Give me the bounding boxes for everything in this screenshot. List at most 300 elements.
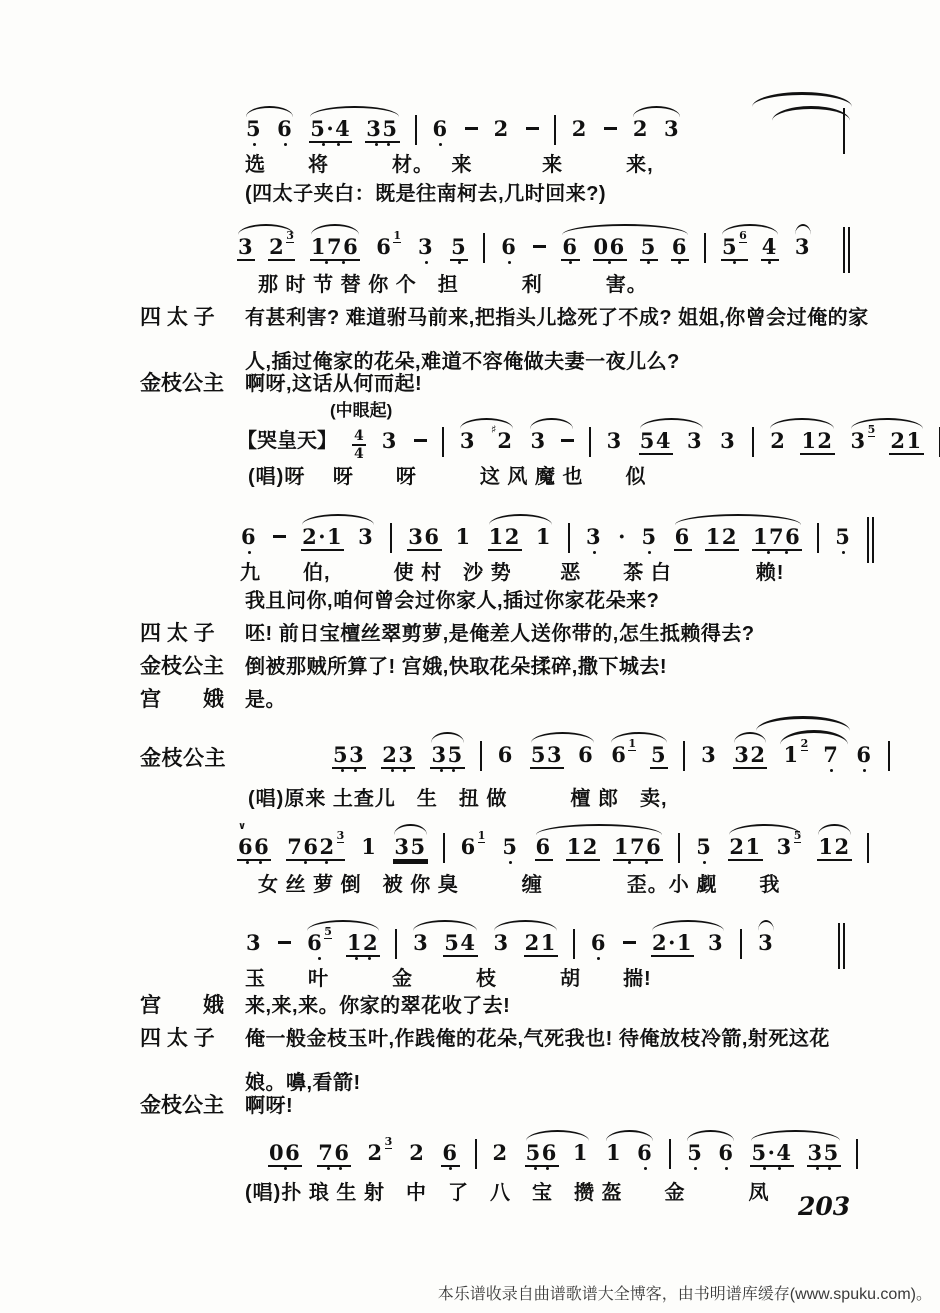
octave-dots xyxy=(240,551,258,554)
tempo-note: (中眼起) xyxy=(330,401,393,420)
note-digits: 6 xyxy=(501,234,518,259)
note-digits: 54 xyxy=(639,428,672,453)
note-group xyxy=(407,526,472,551)
octave-dot xyxy=(248,551,251,554)
note-digits: 5 xyxy=(246,116,263,141)
barline xyxy=(683,741,685,771)
octave-dots xyxy=(834,551,852,554)
note xyxy=(733,744,767,769)
note-group xyxy=(750,1142,840,1167)
octave-dots xyxy=(365,143,399,146)
note xyxy=(237,236,255,261)
octave-dots xyxy=(671,261,689,264)
note xyxy=(640,526,658,549)
note xyxy=(817,836,851,861)
octave-dot xyxy=(304,861,307,864)
note xyxy=(610,737,637,767)
grace-note: 3 xyxy=(336,829,345,842)
octave-dot xyxy=(458,261,461,264)
barline xyxy=(704,233,706,263)
note xyxy=(639,430,673,455)
note-digits: 2 xyxy=(571,116,588,141)
octave-dot xyxy=(828,1167,831,1170)
note-group xyxy=(245,118,294,141)
octave-dots xyxy=(268,1167,302,1170)
octave-dots xyxy=(640,551,658,554)
half-note-dash xyxy=(273,535,286,538)
role-label: 宫 娥 xyxy=(140,994,224,1017)
note xyxy=(822,744,840,767)
lyrics-line: 选 将 材。 来 来 来, xyxy=(245,154,654,176)
note xyxy=(332,744,366,769)
note-group xyxy=(721,229,779,261)
accent-mark: ∨ xyxy=(238,821,247,832)
lyrics-line: (唱)呀 呀 呀 这 风 魔 也 似 xyxy=(248,466,647,488)
dialog-text: 啊呀! xyxy=(245,1095,294,1117)
note-digits: 2 xyxy=(493,116,510,141)
note-digits: 1 xyxy=(783,742,800,767)
octave-dots xyxy=(500,261,518,264)
note-digits: 5 xyxy=(502,834,519,859)
note-digits: 56 xyxy=(525,1140,558,1165)
octave-dot xyxy=(449,1167,452,1170)
grace-note: 2 xyxy=(800,737,809,750)
note xyxy=(663,118,681,141)
note-digits: 6 xyxy=(376,234,393,259)
half-note-dash xyxy=(465,127,478,130)
note xyxy=(493,932,511,955)
note-digits: 176 xyxy=(752,524,802,549)
note xyxy=(850,423,877,453)
note xyxy=(500,236,518,259)
octave-dot xyxy=(368,957,371,960)
note-digits: 4 xyxy=(761,234,778,259)
note-digits: 3 xyxy=(776,834,793,859)
note xyxy=(561,236,579,261)
note-group xyxy=(310,236,360,261)
note-group xyxy=(237,821,271,861)
barline xyxy=(443,833,445,863)
note xyxy=(455,526,473,549)
note xyxy=(535,526,553,549)
barline xyxy=(442,427,444,457)
note xyxy=(719,430,737,453)
octave-dot xyxy=(341,769,344,772)
octave-dot xyxy=(842,551,845,554)
note-group xyxy=(733,744,767,769)
double-barline xyxy=(843,227,850,273)
note-digits: 6 xyxy=(856,742,873,767)
note-digits: 2 xyxy=(409,1140,426,1165)
barline xyxy=(568,523,570,553)
note xyxy=(317,1142,351,1167)
note-group xyxy=(817,836,851,861)
octave-dot xyxy=(628,861,631,864)
note-digits: 6 xyxy=(718,1140,735,1165)
music-system xyxy=(332,737,890,771)
note-digits: 6 xyxy=(277,116,294,141)
octave-dot xyxy=(355,957,358,960)
note-digits: 2·1 xyxy=(302,524,344,549)
octave-dot xyxy=(322,143,325,146)
note xyxy=(686,430,704,453)
note-group xyxy=(850,423,924,455)
barline xyxy=(554,115,556,145)
octave-dots xyxy=(309,143,352,146)
octave-dot xyxy=(415,861,418,864)
octave-dots xyxy=(636,1167,654,1170)
barline xyxy=(867,517,869,563)
time-sig-numerator: 4 xyxy=(352,428,366,446)
note xyxy=(492,1142,510,1165)
octave-dot xyxy=(387,143,390,146)
octave-dots xyxy=(432,143,450,146)
note-digits: 23 xyxy=(382,742,415,767)
grace-note: 5 xyxy=(324,925,332,938)
note-digits: 1 xyxy=(605,1140,623,1165)
note-digits: 12 xyxy=(566,834,599,859)
barline xyxy=(872,517,874,563)
footer-credit: 本乐谱收录自曲谱歌谱大全博客，由书明谱库缓存(www.spuku.com)。 xyxy=(437,1286,932,1303)
dialog-row xyxy=(140,362,870,406)
octave-dots xyxy=(561,261,579,264)
note-digits: 176 xyxy=(613,834,663,859)
note xyxy=(650,744,668,769)
note-group xyxy=(535,836,664,861)
note-group xyxy=(309,118,399,143)
stage-direction: (四太子夹白：既是往南柯去,几时回来?) xyxy=(245,183,607,205)
note-digits: 2 xyxy=(770,428,787,453)
octave-dot xyxy=(546,1167,549,1170)
note-digits: 3 xyxy=(413,930,430,955)
barline xyxy=(669,1139,671,1169)
octave-dot xyxy=(337,143,340,146)
note-digits: 3 xyxy=(381,428,398,453)
octave-dot xyxy=(439,143,442,146)
note xyxy=(525,1142,559,1167)
note-digits: 5 xyxy=(640,234,657,259)
octave-dot xyxy=(733,261,736,264)
octave-dot xyxy=(391,769,394,772)
note-digits: 6 xyxy=(535,834,552,859)
octave-dots xyxy=(822,769,840,772)
octave-dots xyxy=(310,261,360,264)
note xyxy=(707,932,725,955)
octave-dots xyxy=(640,261,658,264)
page-number: 203 xyxy=(798,1192,851,1221)
music-system xyxy=(268,1135,858,1169)
note-digits: 5·4 xyxy=(751,1140,793,1165)
note xyxy=(301,526,344,551)
note-digits: 6 xyxy=(497,742,514,767)
barline xyxy=(848,227,850,273)
octave-dot xyxy=(768,261,771,264)
note-digits: 6 xyxy=(562,234,579,259)
role-label: 宫 娥 xyxy=(140,688,224,711)
half-note-dash xyxy=(278,941,291,944)
note xyxy=(490,423,514,453)
dialog-text: 啊呀,这话从何而起! xyxy=(245,373,423,395)
barline xyxy=(856,1139,858,1169)
note-digits: 6 xyxy=(442,1140,459,1165)
octave-dots xyxy=(807,1167,841,1170)
dialog-row xyxy=(140,1084,870,1128)
note-digits: 5 xyxy=(451,234,468,259)
note-digits: 1 xyxy=(455,524,472,549)
barline xyxy=(395,929,397,959)
note xyxy=(640,236,658,261)
octave-dots xyxy=(525,1167,559,1170)
half-note-dash xyxy=(526,127,539,130)
note-group xyxy=(794,236,812,259)
barline xyxy=(843,108,845,154)
note xyxy=(381,744,415,769)
octave-dot xyxy=(597,957,600,960)
note-digits: 6 xyxy=(241,524,258,549)
octave-dot xyxy=(644,1167,647,1170)
note xyxy=(417,236,435,259)
note xyxy=(834,526,852,549)
barline xyxy=(390,523,392,553)
octave-dot xyxy=(259,861,262,864)
octave-dots xyxy=(332,769,366,772)
octave-dots xyxy=(695,861,713,864)
barline xyxy=(740,929,742,959)
note-digits: 21 xyxy=(729,834,762,859)
octave-dots xyxy=(761,261,779,264)
note-digits: 6 xyxy=(637,1140,654,1165)
octave-dots xyxy=(686,1167,704,1170)
note xyxy=(585,526,603,549)
note xyxy=(674,526,692,551)
octave-dots xyxy=(237,861,271,864)
octave-dot xyxy=(339,1167,342,1170)
octave-dot xyxy=(647,261,650,264)
note-digits: 21 xyxy=(890,428,923,453)
note-digits: 7 xyxy=(823,742,840,767)
note xyxy=(286,829,345,861)
note xyxy=(408,1142,426,1165)
role-label: 金枝公主 xyxy=(140,1094,224,1117)
note xyxy=(750,1142,793,1167)
note-digits: 2 xyxy=(497,428,514,453)
note-digits: 35 xyxy=(394,834,427,859)
note xyxy=(800,430,834,455)
note-digits: 21 xyxy=(524,930,557,955)
note-group xyxy=(332,744,366,769)
barline xyxy=(678,833,680,863)
note xyxy=(430,744,464,769)
octave-dot xyxy=(375,143,378,146)
grace-note: 3 xyxy=(286,229,294,242)
note-digits: 2 xyxy=(269,234,286,259)
grace-note: 5 xyxy=(867,423,876,436)
octave-dot xyxy=(608,261,611,264)
octave-dots xyxy=(346,957,380,960)
note xyxy=(769,430,787,453)
barline xyxy=(888,741,890,771)
barline xyxy=(573,929,575,959)
role-label: 四 太 子 xyxy=(140,1027,215,1050)
note xyxy=(493,118,511,141)
note-digits: 6 xyxy=(590,930,607,955)
octave-dot xyxy=(767,551,770,554)
barline xyxy=(817,523,819,553)
note xyxy=(566,836,600,861)
time-sig-denominator: 4 xyxy=(354,446,364,463)
octave-dot xyxy=(645,861,648,864)
barline xyxy=(843,923,845,969)
note xyxy=(571,118,589,141)
note xyxy=(365,118,399,143)
octave-dots xyxy=(276,143,294,146)
note-digits: 3 xyxy=(418,234,435,259)
octave-dots xyxy=(245,143,263,146)
note-digits: 3 xyxy=(586,524,603,549)
half-note-dash xyxy=(623,941,636,944)
note-group xyxy=(639,430,704,455)
note-digits: 6 xyxy=(578,742,595,767)
note-digits: 3 xyxy=(459,428,476,453)
note xyxy=(695,836,713,859)
note-digits: 35 xyxy=(431,742,464,767)
note-group xyxy=(782,737,840,767)
octave-dot xyxy=(284,143,287,146)
octave-dots xyxy=(317,1167,351,1170)
note xyxy=(501,836,519,859)
note xyxy=(306,925,333,955)
barline xyxy=(483,233,485,263)
octave-dot xyxy=(403,769,406,772)
note-digits: 3 xyxy=(686,428,704,453)
octave-dots xyxy=(590,957,608,960)
note-digits: 36 xyxy=(408,524,441,549)
octave-dot xyxy=(246,861,249,864)
note xyxy=(393,836,427,861)
note xyxy=(700,744,718,767)
half-note-dash xyxy=(561,439,574,442)
note-digits: 3 xyxy=(701,742,718,767)
note-group xyxy=(674,526,803,551)
double-barline xyxy=(838,923,845,969)
barline xyxy=(589,427,591,457)
note xyxy=(310,236,360,261)
note-digits: 3 xyxy=(246,930,263,955)
note xyxy=(572,1142,590,1165)
octave-dots xyxy=(450,261,468,264)
note xyxy=(441,1142,459,1167)
note xyxy=(268,1142,302,1167)
note xyxy=(671,236,689,261)
note xyxy=(593,236,627,261)
note-group xyxy=(757,932,775,955)
lyrics-line: (唱)扑 琅 生 射 中 了 八 宝 攒 盔 金 凤 xyxy=(245,1182,770,1204)
role-label: 金枝公主 xyxy=(140,372,224,395)
note-digits: 5·4 xyxy=(310,116,352,141)
note xyxy=(432,118,450,141)
octave-dot xyxy=(318,957,321,960)
note-digits: 53 xyxy=(333,742,366,767)
note-group xyxy=(459,423,515,453)
octave-dot xyxy=(694,1167,697,1170)
note xyxy=(460,829,487,859)
note-digits: 3 xyxy=(238,234,255,259)
note-group xyxy=(632,118,681,141)
note-digits: 5 xyxy=(641,524,658,549)
note xyxy=(606,430,624,453)
octave-dots xyxy=(752,551,802,554)
slur-arc xyxy=(752,92,852,107)
note-digits: 176 xyxy=(310,234,360,259)
note-group xyxy=(525,1142,590,1167)
note xyxy=(605,1142,623,1165)
note-digits: 1 xyxy=(361,834,378,859)
octave-dot xyxy=(725,1167,728,1170)
note-group xyxy=(412,932,477,957)
grace-note: 3 xyxy=(384,1135,393,1148)
octave-dot xyxy=(284,1167,287,1170)
octave-dot xyxy=(403,861,406,864)
music-system xyxy=(237,423,940,463)
half-note-dash xyxy=(533,245,546,248)
grace-note: 1 xyxy=(393,229,402,242)
octave-dots xyxy=(417,261,435,264)
octave-dot xyxy=(342,261,345,264)
note xyxy=(807,1142,841,1167)
note-digits: 3 xyxy=(493,930,510,955)
note xyxy=(889,430,923,455)
note-digits: 2 xyxy=(632,116,650,141)
note xyxy=(757,932,775,955)
note-digits: 762 xyxy=(287,834,336,859)
note-group xyxy=(268,1142,302,1167)
note-digits: 3 xyxy=(758,930,775,955)
note xyxy=(632,118,650,141)
octave-dot xyxy=(778,1167,781,1170)
note xyxy=(721,229,748,261)
note xyxy=(381,430,399,453)
note-digits: 12 xyxy=(801,428,834,453)
note xyxy=(240,526,258,549)
half-note-dash xyxy=(604,127,617,130)
note-digits: 6 xyxy=(611,742,628,767)
note xyxy=(488,526,522,551)
note-digits: 5 xyxy=(696,834,713,859)
note xyxy=(686,1142,704,1165)
note-group xyxy=(605,1142,654,1165)
note-group xyxy=(651,932,725,957)
augmentation-dot: · xyxy=(618,524,626,549)
role-label: 四 太 子 xyxy=(140,306,215,329)
note xyxy=(309,118,352,143)
note-group xyxy=(529,430,573,453)
time-signature xyxy=(352,428,366,462)
octave-dot xyxy=(253,143,256,146)
note-digits: 6 xyxy=(432,116,449,141)
note xyxy=(776,829,803,859)
dialog-text: 有甚利害? 难道驸马前来,把指头儿捻死了不成? 姐姐,你曾会过俺的家人,插过俺家的花朵,难道不容俺做夫妻一夜儿么? xyxy=(245,307,869,373)
note-digits: 1 xyxy=(572,1140,589,1165)
note-digits: 6 xyxy=(671,234,689,259)
music-system xyxy=(237,821,869,863)
note-digits: 54 xyxy=(444,930,477,955)
note xyxy=(443,932,477,957)
note xyxy=(268,229,295,261)
note xyxy=(577,744,595,767)
octave-dot xyxy=(440,769,443,772)
barline xyxy=(843,227,845,273)
note-group xyxy=(286,829,345,861)
